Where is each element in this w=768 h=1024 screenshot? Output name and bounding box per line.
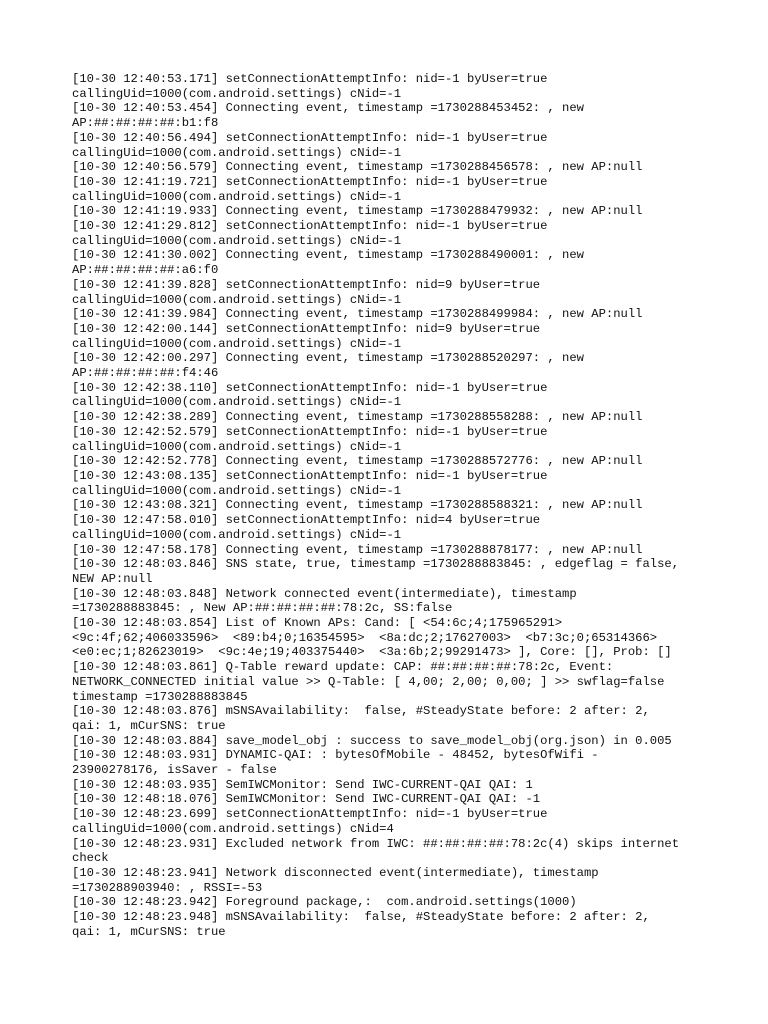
log-line: [10-30 12:42:52.579] setConnectionAttemptInfo: nid=-1 byUser=true	[72, 424, 548, 439]
log-line: [10-30 12:47:58.010] setConnectionAttemptInfo: nid=4 byUser=true	[72, 513, 541, 528]
log-line: [10-30 12:40:53.454] Connecting event, timestamp =1730288453452: , new	[72, 101, 584, 116]
log-line: [10-30 12:42:00.144] setConnectionAttemptInfo: nid=9 byUser=true	[72, 321, 541, 336]
log-document	[72, 72, 712, 939]
log-line: qai: 1, mCurSNS: true	[72, 718, 226, 733]
log-line: callingUid=1000(com.android.settings) cNid=-1	[72, 439, 402, 454]
log-line: timestamp =1730288883845	[72, 689, 248, 704]
log-line: callingUid=1000(com.android.settings) cNid=-1	[72, 336, 402, 351]
log-line: callingUid=1000(com.android.settings) cNid=-1	[72, 395, 402, 410]
log-line: [10-30 12:41:19.721] setConnectionAttemptInfo: nid=-1 byUser=true	[72, 174, 548, 189]
log-line: [10-30 12:41:19.933] Connecting event, timestamp =1730288479932: , new AP:null	[72, 204, 643, 219]
log-line: [10-30 12:48:23.942] Foreground package,: com.android.settings(1000)	[72, 895, 577, 910]
log-line: [10-30 12:41:39.828] setConnectionAttemptInfo: nid=9 byUser=true	[72, 277, 541, 292]
log-line: 23900278176, isSaver - false	[72, 763, 277, 778]
log-line: [10-30 12:48:03.861] Q-Table reward update: CAP: ##:##:##:##:78:2c, Event:	[72, 660, 614, 675]
log-line: [10-30 12:41:30.002] Connecting event, timestamp =1730288490001: , new	[72, 248, 584, 263]
log-line: [10-30 12:48:03.846] SNS state, true, timestamp =1730288883845: , edgeflag = false,	[72, 557, 680, 572]
log-line: <9c:4f;62;406033596> <89:b4;0;16354595> <8a:dc;2;17627003> <b7:3c;0;65314366>	[72, 630, 658, 645]
log-line: [10-30 12:48:23.699] setConnectionAttemptInfo: nid=-1 byUser=true	[72, 807, 548, 822]
log-line: AP:##:##:##:##:a6:f0	[72, 263, 219, 278]
log-line: callingUid=1000(com.android.settings) cNid=-1	[72, 233, 402, 248]
log-line: [10-30 12:40:56.579] Connecting event, timestamp =1730288456578: , new AP:null	[72, 160, 643, 175]
log-line: callingUid=1000(com.android.settings) cNid=-1	[72, 292, 402, 307]
log-line: callingUid=1000(com.android.settings) cNid=-1	[72, 483, 402, 498]
log-line: =1730288903940: , RSSI=-53	[72, 880, 263, 895]
log-line: qai: 1, mCurSNS: true	[72, 924, 226, 939]
log-line: check	[72, 851, 109, 866]
log-line: callingUid=1000(com.android.settings) cNid=-1	[72, 189, 402, 204]
log-line: [10-30 12:43:08.321] Connecting event, timestamp =1730288588321: , new AP:null	[72, 498, 643, 513]
log-line: [10-30 12:43:08.135] setConnectionAttemptInfo: nid=-1 byUser=true	[72, 468, 548, 483]
log-line: [10-30 12:48:23.948] mSNSAvailability: false, #SteadyState before: 2 after: 2,	[72, 910, 650, 925]
log-line: [10-30 12:48:23.941] Network disconnected event(intermediate), timestamp	[72, 865, 599, 880]
log-line: AP:##:##:##:##:b1:f8	[72, 116, 219, 131]
log-line: NETWORK_CONNECTED initial value >> Q-Table: [ 4,00; 2,00; 0,00; ] >> swflag=false	[72, 674, 665, 689]
log-line: AP:##:##:##:##:f4:46	[72, 366, 219, 381]
log-line: [10-30 12:48:03.884] save_model_obj : success to save_model_obj(org.json) in 0.005	[72, 733, 672, 748]
log-line: <e0:ec;1;82623019> <9c:4e;19;403375440> <3a:6b;2;99291473> ], Core: [], Prob: []	[72, 645, 672, 660]
log-line: =1730288883845: , New AP:##:##:##:##:78:2c, SS:false	[72, 601, 453, 616]
log-line: [10-30 12:47:58.178] Connecting event, timestamp =1730288878177: , new AP:null	[72, 542, 643, 557]
log-line: [10-30 12:48:03.854] List of Known APs: Cand: [ <54:6c;4;175965291>	[72, 616, 563, 631]
log-line: callingUid=1000(com.android.settings) cNid=-1	[72, 527, 402, 542]
log-line: NEW AP:null	[72, 571, 153, 586]
log-line: [10-30 12:41:39.984] Connecting event, timestamp =1730288499984: , new AP:null	[72, 307, 643, 322]
log-line: [10-30 12:48:03.935] SemIWCMonitor: Send IWC-CURRENT-QAI QAI: 1	[72, 777, 533, 792]
log-line: [10-30 12:48:03.876] mSNSAvailability: false, #SteadyState before: 2 after: 2,	[72, 704, 650, 719]
log-line: [10-30 12:40:53.171] setConnectionAttemptInfo: nid=-1 byUser=true	[72, 72, 548, 86]
log-line: [10-30 12:48:23.931] Excluded network from IWC: ##:##:##:##:78:2c(4) skips internet	[72, 836, 680, 851]
log-line: [10-30 12:48:03.848] Network connected event(intermediate), timestamp	[72, 586, 577, 601]
log-line: [10-30 12:40:56.494] setConnectionAttemptInfo: nid=-1 byUser=true	[72, 130, 548, 145]
log-line: [10-30 12:48:03.931] DYNAMIC-QAI: : bytesOfMobile - 48452, bytesOfWifi -	[72, 748, 599, 763]
log-line: [10-30 12:42:52.778] Connecting event, timestamp =1730288572776: , new AP:null	[72, 454, 643, 469]
log-line: [10-30 12:42:00.297] Connecting event, timestamp =1730288520297: , new	[72, 351, 584, 366]
log-line: [10-30 12:48:18.076] SemIWCMonitor: Send IWC-CURRENT-QAI QAI: -1	[72, 792, 541, 807]
log-line: [10-30 12:42:38.289] Connecting event, timestamp =1730288558288: , new AP:null	[72, 410, 643, 425]
log-line: [10-30 12:42:38.110] setConnectionAttemptInfo: nid=-1 byUser=true	[72, 380, 548, 395]
log-line: [10-30 12:41:29.812] setConnectionAttemptInfo: nid=-1 byUser=true	[72, 219, 548, 234]
log-line: callingUid=1000(com.android.settings) cNid=-1	[72, 145, 402, 160]
log-line: callingUid=1000(com.android.settings) cNid=-1	[72, 86, 402, 101]
log-line: callingUid=1000(com.android.settings) cNid=4	[72, 821, 394, 836]
